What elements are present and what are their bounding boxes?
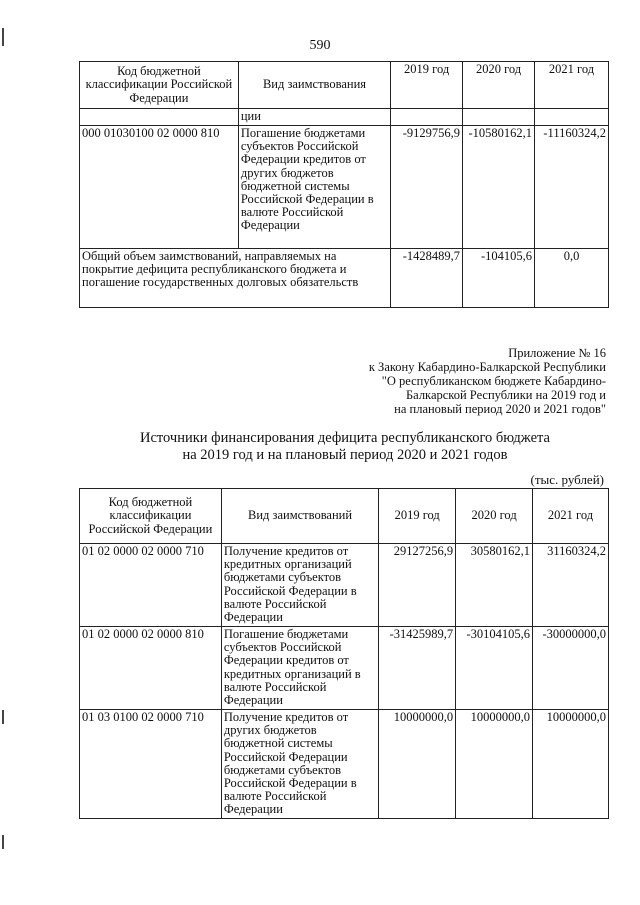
table-row <box>80 627 609 710</box>
desc-cell: ции <box>238 109 390 126</box>
value-2020: 10000000,0 <box>456 710 533 819</box>
appendix-reference <box>369 346 606 416</box>
value-cell <box>391 109 463 126</box>
scan-margin-mark <box>2 710 4 724</box>
appendix-law: к Закону Кабардино-Балкарской Республики <box>368 360 606 374</box>
desc-cell: Получение кредитов от других бюджетов бюджетной системы Российской Федерации бюджетами субъектов Российской Федерации в валюте Российской Федерации <box>221 710 378 819</box>
appendix-law-title: Балкарской Республики на 2019 год и <box>405 388 606 402</box>
total-2021: 0,0 <box>535 249 609 308</box>
financing-sources-table <box>79 488 609 819</box>
scan-margin-mark <box>2 28 4 46</box>
title-line: Источники финансирования дефицита республиканского бюджета <box>140 430 550 446</box>
value-2020: 30580162,1 <box>456 544 533 627</box>
desc-cell: Погашение бюджетами субъектов Российской Федерации кредитов от кредитных организаций в валюте Российской Федерации <box>221 627 378 710</box>
value-cell <box>463 109 535 126</box>
header-2020: 2020 год <box>463 62 535 109</box>
total-2019: -1428489,7 <box>391 249 463 308</box>
code-cell: 01 02 0000 02 0000 810 <box>80 627 222 710</box>
header-desc: Вид заимствований <box>221 489 378 544</box>
value-cell <box>535 109 609 126</box>
table-header-row <box>80 489 609 544</box>
table-row <box>80 544 609 627</box>
code-cell: 000 01030100 02 0000 810 <box>80 126 239 249</box>
table-header-row <box>80 62 609 109</box>
borrowing-table-continued <box>79 61 609 308</box>
header-2020: 2020 год <box>456 489 533 544</box>
appendix-law-title: на плановый период 2020 и 2021 годов" <box>394 402 606 416</box>
value-2021: 10000000,0 <box>533 710 609 819</box>
header-desc: Вид заимствования <box>238 62 390 109</box>
total-row <box>80 249 609 308</box>
value-2021: 31160324,2 <box>533 544 609 627</box>
header-2021: 2021 год <box>535 62 609 109</box>
header-code: Код бюджетной классификации Российской Федерации <box>80 489 222 544</box>
desc-cell: Погашение бюджетами субъектов Российской Федерации кредитов от других бюджетов бюджетной системы Российской Федерации в валюте Российской Федерации <box>238 126 390 249</box>
header-2021: 2021 год <box>533 489 609 544</box>
units-label: (тыс. рублей) <box>530 472 604 487</box>
value-2020: -10580162,1 <box>463 126 535 249</box>
appendix-number: Приложение № 16 <box>508 346 606 360</box>
value-2019: 29127256,9 <box>379 544 456 627</box>
value-2020: -30104105,6 <box>456 627 533 710</box>
header-2019: 2019 год <box>379 489 456 544</box>
total-desc: Общий объем заимствований, направляемых на покрытие дефицита республиканского бюджета и погашение государственных долговых обязательств <box>80 249 391 308</box>
total-2020: -104105,6 <box>463 249 535 308</box>
value-2019: 10000000,0 <box>379 710 456 819</box>
code-cell: 01 03 0100 02 0000 710 <box>80 710 222 819</box>
value-2019: -9129756,9 <box>391 126 463 249</box>
code-cell: 01 02 0000 02 0000 710 <box>80 544 222 627</box>
table-row <box>80 109 609 126</box>
code-cell <box>80 109 239 126</box>
document-title <box>0 430 640 464</box>
value-2019: -31425989,7 <box>379 627 456 710</box>
appendix-law-title: "О республиканском бюджете Кабардино- <box>381 374 606 388</box>
table-row <box>80 126 609 249</box>
table-row <box>80 710 609 819</box>
title-line: на 2019 год и на плановый период 2020 и 2021 годов <box>182 447 508 463</box>
scan-margin-mark <box>2 835 4 849</box>
header-2019: 2019 год <box>391 62 463 109</box>
value-2021: -30000000,0 <box>533 627 609 710</box>
header-code: Код бюджетной классификации Российской Федерации <box>80 62 239 109</box>
page-number: 590 <box>309 38 331 53</box>
value-2021: -11160324,2 <box>535 126 609 249</box>
desc-cell: Получение кредитов от кредитных организаций бюджетами субъектов Российской Федерации в валюте Российской Федерации <box>221 544 378 627</box>
